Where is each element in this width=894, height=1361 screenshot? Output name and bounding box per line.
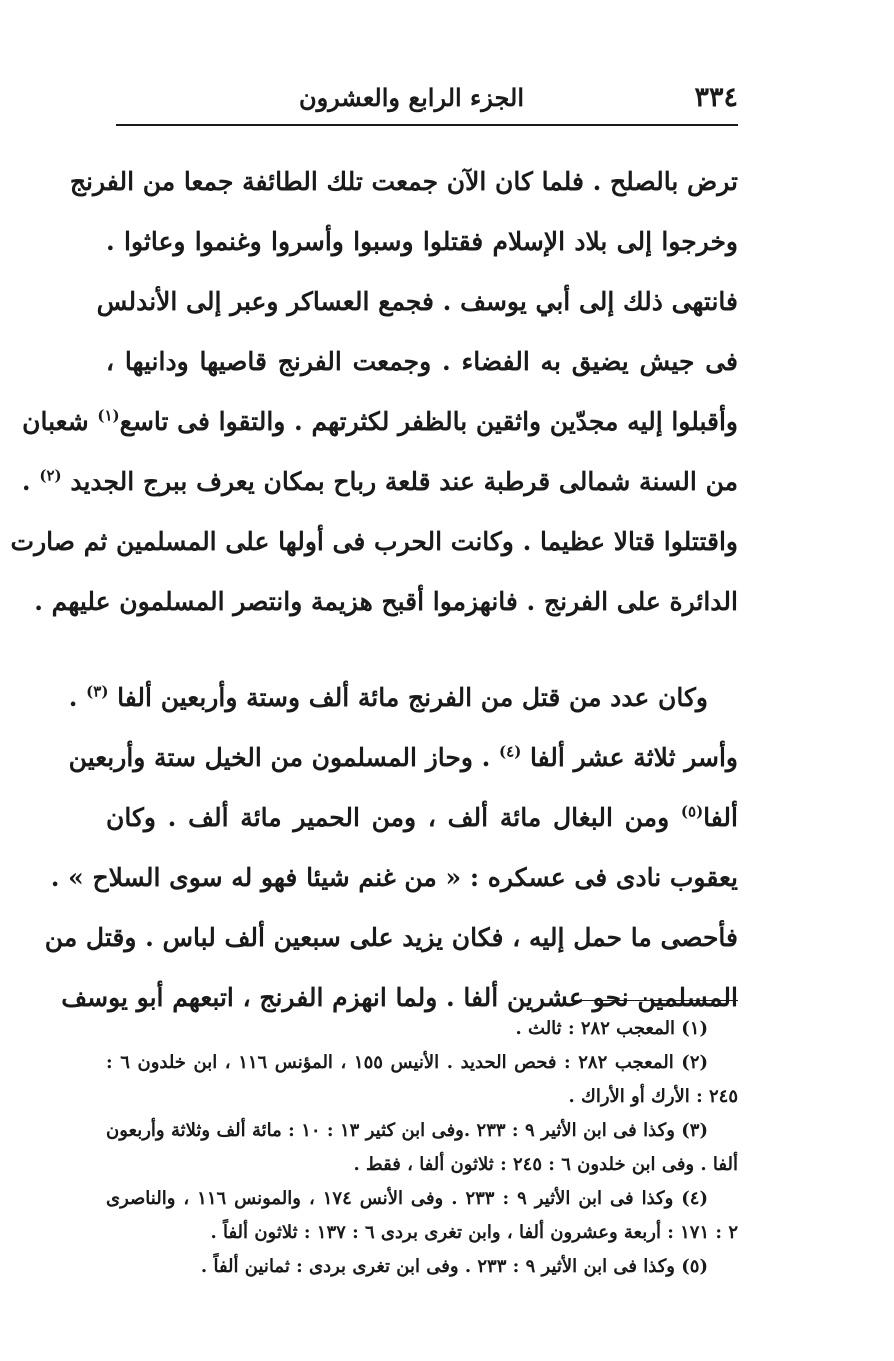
footnote-marker: (٤) <box>499 742 522 761</box>
footnote-line: ألفا . وفى ابن خلدون ٦ : ٢٤٥ : ثلاثون ألفا ، فقط . <box>353 1154 738 1175</box>
text-line: يعقوب نادى فى عسكره : « من غنم شيئا فهو له سوى السلاح » . <box>50 863 738 892</box>
text-fragment: شعبان <box>22 407 89 436</box>
text-fragment: وأقبلوا إليه مجدّين واثقين بالظفر لكثرتهم . والتقوا فى تاسع <box>119 407 738 436</box>
text-line: المسلمين نحو عشرين ألفا . ولما انهزم الفرنج ، اتبعهم أبو يوسف <box>61 983 738 1012</box>
text-fragment: . <box>68 683 78 712</box>
text-fragment: من السنة شمالى قرطبة عند قلعة رباح بمكان يعرف ببرج الجديد <box>70 467 738 496</box>
footnote-marker: (٢) <box>39 466 62 485</box>
running-title: الجزء الرابع والعشرون <box>298 83 525 112</box>
text-line: فى جيش يضيق به الفضاء . وجمعت الفرنج قاصيها ودانيها ، <box>106 347 738 376</box>
footnote-line: (٣) وكذا فى ابن الأثير ٩ : ٢٣٣ .وفى ابن كثير ١٣ : ١٠ : مائة ألف وثلاثة وأربعون <box>106 1120 708 1141</box>
text-line <box>68 668 738 728</box>
text-line: الدائرة على الفرنج . فانهزموا أقبح هزيمة وانتصر المسلمون عليهم . <box>34 587 738 616</box>
text-fragment: . وحاز المسلمون من الخيل ستة وأربعين <box>68 743 491 772</box>
text-fragment: وأسر ثلاثة عشر ألفا <box>530 743 738 772</box>
footnote-line: ٢ : ١٧١ : أربعة وعشرون ألفا ، وابن تغرى بردى ٦ : ١٣٧ : ثلاثون ألفاً . <box>210 1222 738 1243</box>
footnote-marker: (٥) <box>680 802 704 821</box>
text-line: فأحصى ما حمل إليه ، فكان يزيد على سبعين ألف لباس . وقتل من <box>44 923 738 952</box>
footnote-line: (١) المعجب ٢٨٢ : ثالث . <box>515 1018 708 1039</box>
paragraph-gap <box>106 632 738 668</box>
text-fragment: وكان عدد من قتل من الفرنج مائة ألف وستة وأربعين ألفا <box>117 683 708 712</box>
text-line <box>68 728 738 788</box>
text-line <box>22 392 738 452</box>
text-line: فانتهى ذلك إلى أبي يوسف . فجمع العساكر وعبر إلى الأندلس <box>96 287 738 316</box>
footnote-marker: (١) <box>97 406 120 425</box>
page-number: ٣٣٤ <box>694 82 738 113</box>
footnote-marker: (٣) <box>86 682 109 701</box>
footnote-rule <box>571 1000 738 1001</box>
header-rule <box>116 124 738 126</box>
footnotes <box>106 1012 738 1284</box>
footnote-line: ٢٤٥ : الأرك أو الأراك . <box>568 1086 738 1107</box>
text-line <box>21 452 738 512</box>
footnote-line: (٢) المعجب ٢٨٢ : فحص الحديد . الأنيس ١٥٥ ، المؤنس ١١٦ ، ابن خلدون ٦ : <box>106 1052 709 1073</box>
text-fragment: . <box>21 467 31 496</box>
main-text <box>10 152 738 1028</box>
page-header <box>115 76 738 120</box>
text-fragment: ألفا <box>703 803 738 832</box>
text-fragment: ومن البغال مائة ألف ، ومن الحمير مائة ألف . وكان <box>106 803 670 832</box>
footnote-line: (٥) وكذا فى ابن الأثير ٩ : ٢٣٣ . وفى ابن تغرى بردى : ثمانين ألفاً . <box>200 1256 708 1277</box>
text-line <box>106 788 738 848</box>
text-line: ترض بالصلح . فلما كان الآن جمعت تلك الطائفة جمعا من الفرنج <box>69 167 738 196</box>
text-line: واقتتلوا قتالا عظيما . وكانت الحرب فى أولها على المسلمين ثم صارت <box>10 527 738 556</box>
text-line: وخرجوا إلى بلاد الإسلام فقتلوا وسبوا وأسروا وغنموا وعاثوا . <box>106 227 738 256</box>
footnote-line: (٤) وكذا فى ابن الأثير ٩ : ٢٣٣ . وفى الأنس ١٧٤ ، والمونس ١١٦ ، والناصرى <box>106 1188 708 1209</box>
